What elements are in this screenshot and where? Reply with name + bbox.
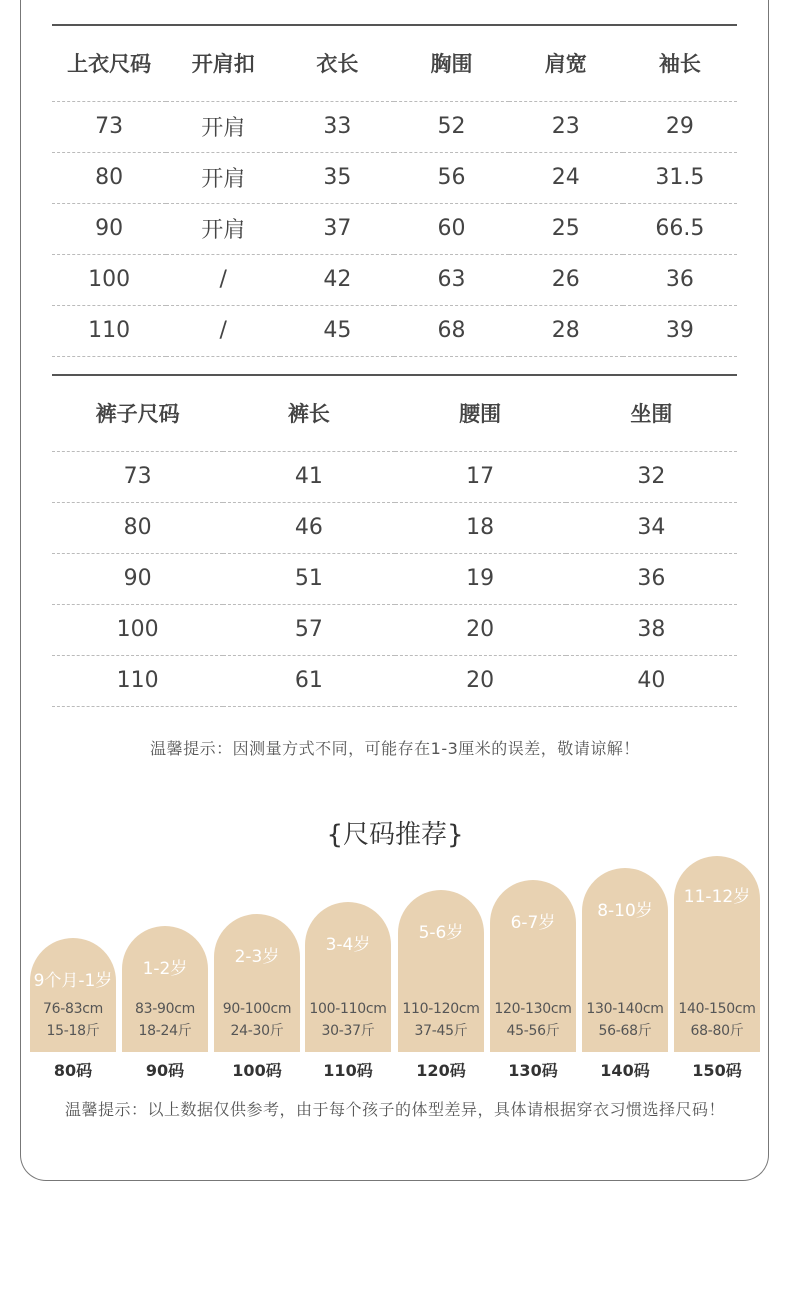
weight-range: 30-37斤 bbox=[321, 1023, 375, 1039]
table-cell: 40 bbox=[566, 655, 737, 706]
table-cell: 46 bbox=[223, 502, 394, 553]
height-range: 90-100cm bbox=[222, 1001, 292, 1017]
weight-range: 56-68斤 bbox=[598, 1023, 652, 1039]
table-cell: 29 bbox=[623, 101, 737, 152]
table-row bbox=[52, 305, 737, 356]
size-code-label: 100码 bbox=[232, 1061, 282, 1080]
measurement-block bbox=[305, 998, 391, 1042]
table-cell: 110 bbox=[52, 655, 223, 706]
age-range-label: 11-12岁 bbox=[683, 887, 751, 907]
table-row bbox=[52, 254, 737, 305]
table-cell: 42 bbox=[280, 254, 394, 305]
table-header-row bbox=[52, 375, 737, 451]
height-range: 140-150cm bbox=[678, 1001, 756, 1017]
age-range-label: 3-4岁 bbox=[325, 935, 371, 955]
height-range: 100-110cm bbox=[309, 1001, 387, 1017]
size-code-label: 120码 bbox=[416, 1061, 466, 1080]
col-header: 裤长 bbox=[287, 402, 330, 427]
table-row bbox=[52, 604, 737, 655]
age-range-label: 6-7岁 bbox=[510, 913, 556, 933]
age-range-label: 8-10岁 bbox=[597, 901, 653, 921]
table-cell: 26 bbox=[509, 254, 623, 305]
table-row bbox=[52, 502, 737, 553]
col-header: 上衣尺码 bbox=[67, 52, 152, 77]
col-header: 坐围 bbox=[630, 402, 673, 427]
size-code-label: 130码 bbox=[508, 1061, 558, 1080]
table-cell: 开肩 bbox=[166, 203, 280, 254]
table-cell: 90 bbox=[52, 553, 223, 604]
table-cell: 开肩 bbox=[166, 152, 280, 203]
table-cell: 51 bbox=[223, 553, 394, 604]
table-header-row bbox=[52, 25, 737, 101]
measurement-block bbox=[122, 998, 208, 1042]
size-arch-card bbox=[122, 926, 208, 1052]
weight-range: 68-80斤 bbox=[690, 1023, 744, 1039]
table-cell: 90 bbox=[52, 203, 166, 254]
reference-tip: 温馨提示：以上数据仅供参考，由于每个孩子的体型差异，具体请根据穿衣习惯选择尺码！ bbox=[64, 1100, 725, 1119]
size-code-label: 80码 bbox=[53, 1061, 93, 1080]
weight-range: 37-45斤 bbox=[414, 1023, 468, 1039]
table-cell: 100 bbox=[52, 254, 166, 305]
table-cell: 37 bbox=[280, 203, 394, 254]
table-cell: 100 bbox=[52, 604, 223, 655]
table-cell: 61 bbox=[223, 655, 394, 706]
table-cell: 45 bbox=[280, 305, 394, 356]
size-code-label: 110码 bbox=[323, 1061, 373, 1080]
table-cell: 34 bbox=[566, 502, 737, 553]
size-arch-card bbox=[214, 914, 300, 1052]
table-cell: 68 bbox=[394, 305, 508, 356]
size-arch-card bbox=[582, 868, 668, 1052]
bottom-table-body bbox=[52, 451, 737, 706]
table-cell: 57 bbox=[223, 604, 394, 655]
top-size-table bbox=[52, 24, 737, 357]
measurement-block bbox=[582, 998, 668, 1042]
table-cell: 25 bbox=[509, 203, 623, 254]
table-cell: 23 bbox=[509, 101, 623, 152]
table-row bbox=[52, 101, 737, 152]
col-header: 开肩扣 bbox=[191, 52, 255, 77]
col-header: 腰围 bbox=[459, 402, 502, 427]
measurement-block bbox=[214, 998, 300, 1042]
table-cell: 28 bbox=[509, 305, 623, 356]
measurement-block bbox=[490, 998, 576, 1042]
size-arch-card bbox=[674, 856, 760, 1052]
top-table-body bbox=[52, 101, 737, 356]
measurement-block bbox=[674, 998, 760, 1042]
table-cell: 60 bbox=[394, 203, 508, 254]
table-cell: 73 bbox=[52, 451, 223, 502]
table-row bbox=[52, 203, 737, 254]
table-cell: 63 bbox=[394, 254, 508, 305]
table-cell: 66.5 bbox=[623, 203, 737, 254]
col-header: 衣长 bbox=[316, 52, 359, 77]
table-cell: 73 bbox=[52, 101, 166, 152]
table-cell: 56 bbox=[394, 152, 508, 203]
size-arch-card bbox=[398, 890, 484, 1052]
col-header: 胸围 bbox=[430, 52, 473, 77]
table-cell: 32 bbox=[566, 451, 737, 502]
weight-range: 15-18斤 bbox=[46, 1023, 100, 1039]
table-cell: 36 bbox=[566, 553, 737, 604]
bottom-size-table bbox=[52, 374, 737, 707]
table-cell: 35 bbox=[280, 152, 394, 203]
table-cell: 24 bbox=[509, 152, 623, 203]
table-cell: 38 bbox=[566, 604, 737, 655]
table-row bbox=[52, 553, 737, 604]
col-header: 裤子尺码 bbox=[95, 402, 180, 427]
table-cell: 110 bbox=[52, 305, 166, 356]
age-range-label: 2-3岁 bbox=[234, 947, 280, 967]
table-cell: 52 bbox=[394, 101, 508, 152]
table-row bbox=[52, 655, 737, 706]
size-arch-card bbox=[30, 938, 116, 1052]
age-range-label: 1-2岁 bbox=[142, 959, 188, 979]
measurement-block bbox=[398, 998, 484, 1042]
table-cell: 39 bbox=[623, 305, 737, 356]
table-cell: 20 bbox=[395, 655, 566, 706]
table-cell: 31.5 bbox=[623, 152, 737, 203]
col-header: 袖长 bbox=[658, 52, 701, 77]
weight-range: 24-30斤 bbox=[230, 1023, 284, 1039]
size-code-label: 150码 bbox=[692, 1061, 742, 1080]
measurement-block bbox=[30, 998, 116, 1042]
measurement-tip: 温馨提示：因测量方式不同，可能存在1-3厘米的误差，敬请谅解！ bbox=[150, 739, 640, 758]
table-cell: 41 bbox=[223, 451, 394, 502]
age-range-label: 9个月-1岁 bbox=[33, 971, 113, 991]
size-code-label: 90码 bbox=[145, 1061, 185, 1080]
table-cell: 18 bbox=[395, 502, 566, 553]
height-range: 83-90cm bbox=[135, 1001, 195, 1017]
table-cell: 80 bbox=[52, 152, 166, 203]
table-row bbox=[52, 152, 737, 203]
table-cell: 36 bbox=[623, 254, 737, 305]
height-range: 110-120cm bbox=[402, 1001, 480, 1017]
height-range: 130-140cm bbox=[586, 1001, 664, 1017]
size-code-label: 140码 bbox=[600, 1061, 650, 1080]
table-cell: 80 bbox=[52, 502, 223, 553]
table-cell: 开肩 bbox=[166, 101, 280, 152]
table-cell: 19 bbox=[395, 553, 566, 604]
size-arch-card bbox=[490, 880, 576, 1052]
size-arch-card bbox=[305, 902, 391, 1052]
weight-range: 18-24斤 bbox=[138, 1023, 192, 1039]
height-range: 76-83cm bbox=[43, 1001, 103, 1017]
age-range-label: 5-6岁 bbox=[418, 923, 464, 943]
weight-range: 45-56斤 bbox=[506, 1023, 560, 1039]
col-header: 肩宽 bbox=[544, 52, 587, 77]
recommend-title: {尺码推荐} bbox=[326, 820, 464, 850]
table-cell: 17 bbox=[395, 451, 566, 502]
table-row bbox=[52, 451, 737, 502]
table-cell: / bbox=[166, 305, 280, 356]
height-range: 120-130cm bbox=[494, 1001, 572, 1017]
table-cell: 33 bbox=[280, 101, 394, 152]
table-cell: 20 bbox=[395, 604, 566, 655]
table-cell: / bbox=[166, 254, 280, 305]
